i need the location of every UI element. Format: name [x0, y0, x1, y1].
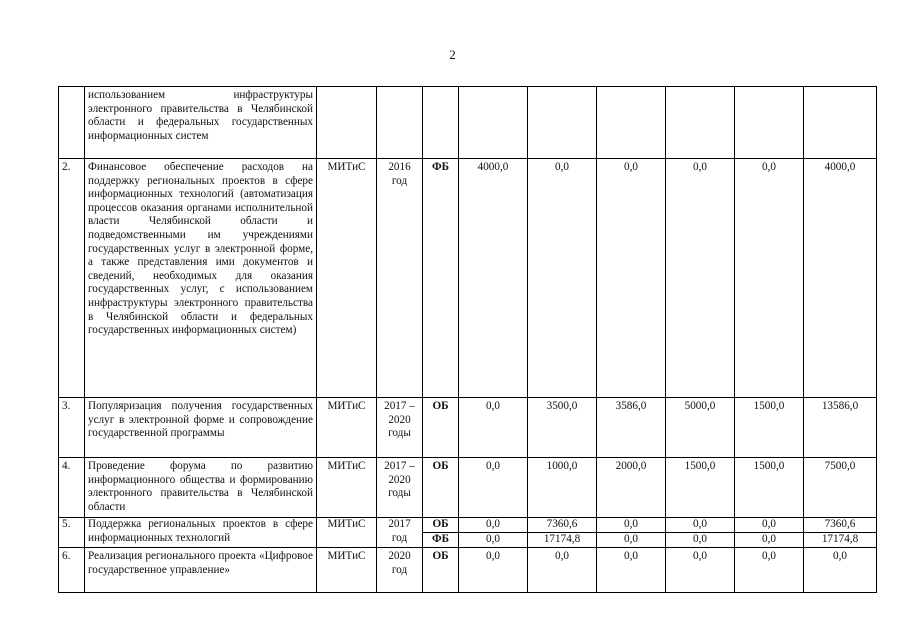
- measure-name: использованием инфраструктуры электронного правительства в Челябинской области и федеральных государственных информационных систем: [85, 87, 317, 159]
- amount-cell: 0,0: [597, 159, 666, 398]
- row-number: 6.: [59, 548, 85, 593]
- total-cell: 7500,0: [804, 458, 877, 518]
- executor: МИТиС: [317, 548, 377, 593]
- table-row: [59, 518, 877, 533]
- implementation-period: 2016 год: [377, 159, 423, 398]
- amount-cell: 3500,0: [528, 398, 597, 458]
- total-cell: 4000,0: [804, 159, 877, 398]
- page-number: 2: [449, 47, 456, 62]
- amount-cell: 2000,0: [597, 458, 666, 518]
- funding-source: [423, 87, 459, 159]
- total-cell: 0,0: [804, 548, 877, 593]
- implementation-period: 2017 год: [377, 518, 423, 548]
- amount-cell: [735, 87, 804, 159]
- row-number: 2.: [59, 159, 85, 398]
- measure-name: Популяризация получения государственных услуг в электронной форме и сопровождение государственной программы: [85, 398, 317, 458]
- amount-cell: 0,0: [528, 159, 597, 398]
- executor: МИТиС: [317, 398, 377, 458]
- row-number: 3.: [59, 398, 85, 458]
- amount-cell: 7360,6: [528, 518, 597, 533]
- amount-cell: 1500,0: [666, 458, 735, 518]
- amount-cell: 0,0: [735, 548, 804, 593]
- amount-cell: 0,0: [666, 159, 735, 398]
- total-cell: 7360,6: [804, 518, 877, 533]
- table-row: [59, 458, 877, 518]
- amount-cell: 0,0: [597, 548, 666, 593]
- amount-cell: 4000,0: [459, 159, 528, 398]
- funding-source: ОБ: [423, 548, 459, 593]
- amount-cell: 0,0: [459, 458, 528, 518]
- amount-cell: 3586,0: [597, 398, 666, 458]
- amount-cell: 17174,8: [528, 533, 597, 548]
- amount-cell: 0,0: [459, 548, 528, 593]
- total-cell: 13586,0: [804, 398, 877, 458]
- program-table: [58, 86, 877, 593]
- amount-cell: 0,0: [666, 518, 735, 533]
- amount-cell: 0,0: [666, 533, 735, 548]
- total-cell: [804, 87, 877, 159]
- implementation-period: 2020 год: [377, 548, 423, 593]
- measure-name: Реализация регионального проекта «Цифровое государственное управление»: [85, 548, 317, 593]
- program-table-container: [58, 86, 876, 593]
- table-row: [59, 159, 877, 398]
- amount-cell: 0,0: [528, 548, 597, 593]
- amount-cell: [666, 87, 735, 159]
- implementation-period: 2017 – 2020 годы: [377, 458, 423, 518]
- table-row: [59, 548, 877, 593]
- measure-name: Финансовое обеспечение расходов на поддержку региональных проектов в сфере информационных технологий (автоматизация процессов оказания органами исполнительной власти Челябинской области и подведомственными им учреждениями государственных услуг в электронной форме, а также представления ими документов и сведений, необходимых для оказания государственных услуг, с использованием инфраструктуры электронного правительства в Челябинской области и федеральных государственных информационных систем): [85, 159, 317, 398]
- measure-name: Поддержка региональных проектов в сфере информационных технологий: [85, 518, 317, 548]
- amount-cell: 1000,0: [528, 458, 597, 518]
- amount-cell: 0,0: [459, 533, 528, 548]
- amount-cell: 0,0: [735, 159, 804, 398]
- amount-cell: [459, 87, 528, 159]
- funding-source: ФБ: [423, 159, 459, 398]
- implementation-period: 2017 – 2020 годы: [377, 398, 423, 458]
- funding-source: ФБ: [423, 533, 459, 548]
- table-row: [59, 398, 877, 458]
- total-cell: 17174,8: [804, 533, 877, 548]
- amount-cell: 0,0: [459, 398, 528, 458]
- row-number: [59, 87, 85, 159]
- funding-source: ОБ: [423, 398, 459, 458]
- executor: МИТиС: [317, 518, 377, 548]
- measure-name: Проведение форума по развитию информационного общества и формированию электронного правительства в Челябинской области: [85, 458, 317, 518]
- amount-cell: 0,0: [597, 518, 666, 533]
- amount-cell: 0,0: [666, 548, 735, 593]
- amount-cell: 1500,0: [735, 398, 804, 458]
- amount-cell: 0,0: [459, 518, 528, 533]
- row-number: 4.: [59, 458, 85, 518]
- amount-cell: [597, 87, 666, 159]
- amount-cell: 0,0: [735, 518, 804, 533]
- amount-cell: 0,0: [597, 533, 666, 548]
- amount-cell: 0,0: [735, 533, 804, 548]
- amount-cell: 5000,0: [666, 398, 735, 458]
- amount-cell: 1500,0: [735, 458, 804, 518]
- row-number: 5.: [59, 518, 85, 548]
- implementation-period: [377, 87, 423, 159]
- executor: МИТиС: [317, 458, 377, 518]
- executor: [317, 87, 377, 159]
- amount-cell: [528, 87, 597, 159]
- executor: МИТиС: [317, 159, 377, 398]
- funding-source: ОБ: [423, 518, 459, 533]
- funding-source: ОБ: [423, 458, 459, 518]
- table-row: [59, 87, 877, 159]
